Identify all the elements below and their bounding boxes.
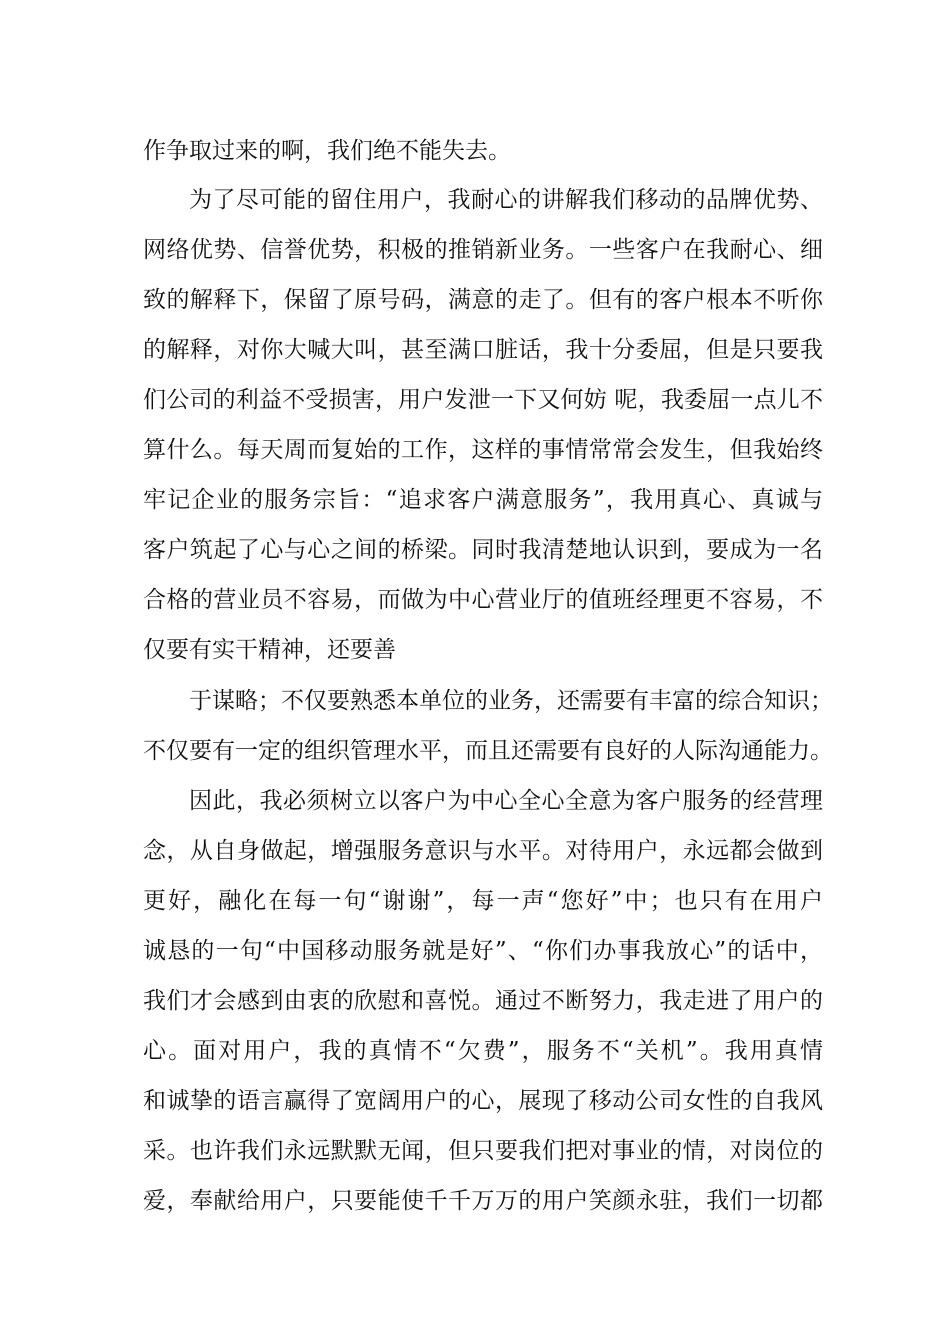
- text-line: 客户筑起了心与心之间的桥梁。同时我清楚地认识到，要成为一名: [143, 537, 823, 563]
- text-line: 为了尽可能的留住用户，我耐心的讲解我们移动的品牌优势、: [189, 187, 823, 213]
- text-line: 们公司的利益不受损害，用户发泄一下又何妨 呢，我委屈一点儿不: [143, 387, 823, 413]
- text-line: 牢记企业的服务宗旨：“追求客户满意服务”，我用真心、真诚与: [143, 487, 823, 513]
- text-line: 爱，奉献给用户，只要能使千千万万的用户笑颜永驻，我们一切都: [143, 1188, 823, 1214]
- text-line: 采。也许我们永远默默无闻，但只要我们把对事业的情，对岗位的: [143, 1138, 823, 1164]
- text-line: 于谋略；不仅要熟悉本单位的业务，还需要有丰富的综合知识；: [189, 688, 833, 714]
- text-line: 和诚挚的语言赢得了宽阔用户的心，展现了移动公司女性的自我风: [143, 1088, 823, 1114]
- text-line: 的解释，对你大喊大叫，甚至满口脏话，我十分委屈，但是只要我: [143, 337, 823, 363]
- text-line: 因此，我必须树立以客户为中心全心全意为客户服务的经营理: [189, 788, 823, 814]
- text-line: 诚恳的一句“中国移动服务就是好”、“你们办事我放心”的话中，: [143, 938, 823, 964]
- text-line: 心。面对用户，我的真情不“欠费”，服务不“关机”。我用真情: [143, 1038, 823, 1064]
- text-line: 念，从自身做起，增强服务意识与水平。对待用户，永远都会做到: [143, 838, 823, 864]
- text-line: 合格的营业员不容易，而做为中心营业厅的值班经理更不容易，不: [143, 587, 823, 613]
- text-line: 更好，融化在每一句“谢谢”，每一声“您好”中；也只有在用户: [143, 888, 823, 914]
- text-line: 不仅要有一定的组织管理水平，而且还需要有良好的人际沟通能力。: [143, 738, 833, 764]
- text-line: 算什么。每天周而复始的工作，这样的事情常常会发生，但我始终: [143, 437, 823, 463]
- text-line: 我们才会感到由衷的欣慰和喜悦。通过不断努力，我走进了用户的: [143, 988, 823, 1014]
- text-line: 网络优势、信誉优势，积极的推销新业务。一些客户在我耐心、细: [143, 237, 823, 263]
- text-line: 仅要有实干精神，还要善: [143, 637, 396, 663]
- text-line: 作争取过来的啊，我们绝不能失去。: [143, 138, 511, 164]
- text-line: 致的解释下，保留了原号码，满意的走了。但有的客户根本不听你: [143, 287, 823, 313]
